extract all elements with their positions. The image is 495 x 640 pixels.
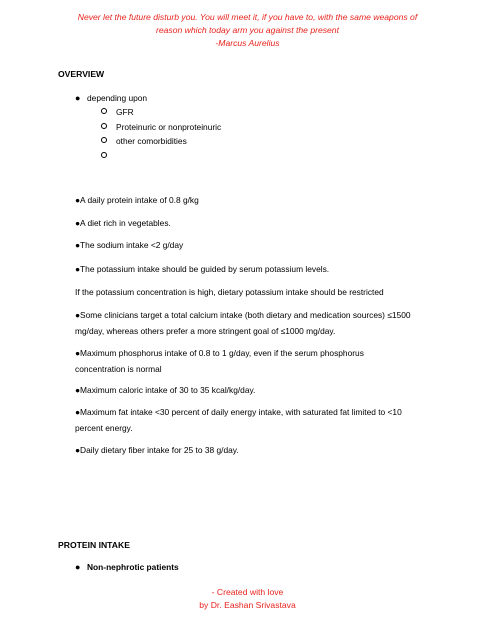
paragraph-sodium: ●The sodium intake <2 g/day bbox=[75, 240, 184, 250]
bullet-dot-icon: ● bbox=[75, 562, 81, 572]
quote bbox=[40, 11, 455, 51]
paragraph-vegetables: ●A diet rich in vegetables. bbox=[75, 218, 171, 228]
paragraph-potassium: ●The potassium intake should be guided by serum potassium levels. bbox=[75, 264, 330, 274]
bullet-dot-icon: ● bbox=[75, 93, 81, 103]
paragraph-phosphorus: ●Maximum phosphorus intake of 0.8 to 1 g/day, even if the serum phosphorus concentration is normal bbox=[75, 348, 364, 374]
footer-credit bbox=[150, 586, 345, 611]
protein-intake-heading: PROTEIN INTAKE bbox=[58, 540, 130, 550]
sub-item-proteinuric: Proteinuric or nonproteinuric bbox=[101, 122, 221, 132]
footer-line-1: - Created with love bbox=[211, 587, 284, 597]
overview-bullet bbox=[75, 93, 147, 103]
protein-bullet bbox=[75, 562, 179, 572]
protein-bullet-text: Non-nephrotic patients bbox=[87, 562, 179, 572]
sub-item-gfr: GFR bbox=[101, 107, 134, 117]
paragraph-potassium-high: If the potassium concentration is high, dietary potassium intake should be restricted bbox=[75, 287, 384, 297]
paragraph-caloric: ●Maximum caloric intake of 30 to 35 kcal/kg/day. bbox=[75, 385, 256, 395]
overview-heading: OVERVIEW bbox=[58, 69, 105, 79]
paragraph-calcium: ●Some clinicians target a total calcium intake (both dietary and medication sources) ≤1500 mg/day, whereas others prefer a more stringent goal of ≤1000 mg/day. bbox=[75, 310, 411, 336]
quote-author: -Marcus Aurelius bbox=[215, 38, 280, 49]
overview-bullet-text: depending upon bbox=[87, 93, 148, 103]
paragraph-protein-intake: ●A daily protein intake of 0.8 g/kg bbox=[75, 195, 199, 205]
sub-item-empty bbox=[101, 151, 116, 161]
circle-bullet-icon bbox=[101, 137, 107, 143]
circle-bullet-icon bbox=[101, 152, 107, 158]
quote-line-2: reason which today arm you against the present bbox=[156, 25, 339, 36]
sub-item-comorbidities: other comorbidities bbox=[101, 136, 187, 146]
footer-line-2: by Dr. Eashan Srivastava bbox=[199, 599, 296, 610]
paragraph-fiber: ●Daily dietary fiber intake for 25 to 38 g/day. bbox=[75, 445, 239, 455]
paragraph-fat: ●Maximum fat intake <30 percent of daily energy intake, with saturated fat limited to <10 percent energy. bbox=[75, 407, 402, 433]
circle-bullet-icon bbox=[101, 108, 107, 114]
circle-bullet-icon bbox=[101, 123, 107, 129]
quote-line-1: Never let the future disturb you. You will meet it, if you have to, with the same weapons of bbox=[77, 12, 418, 22]
